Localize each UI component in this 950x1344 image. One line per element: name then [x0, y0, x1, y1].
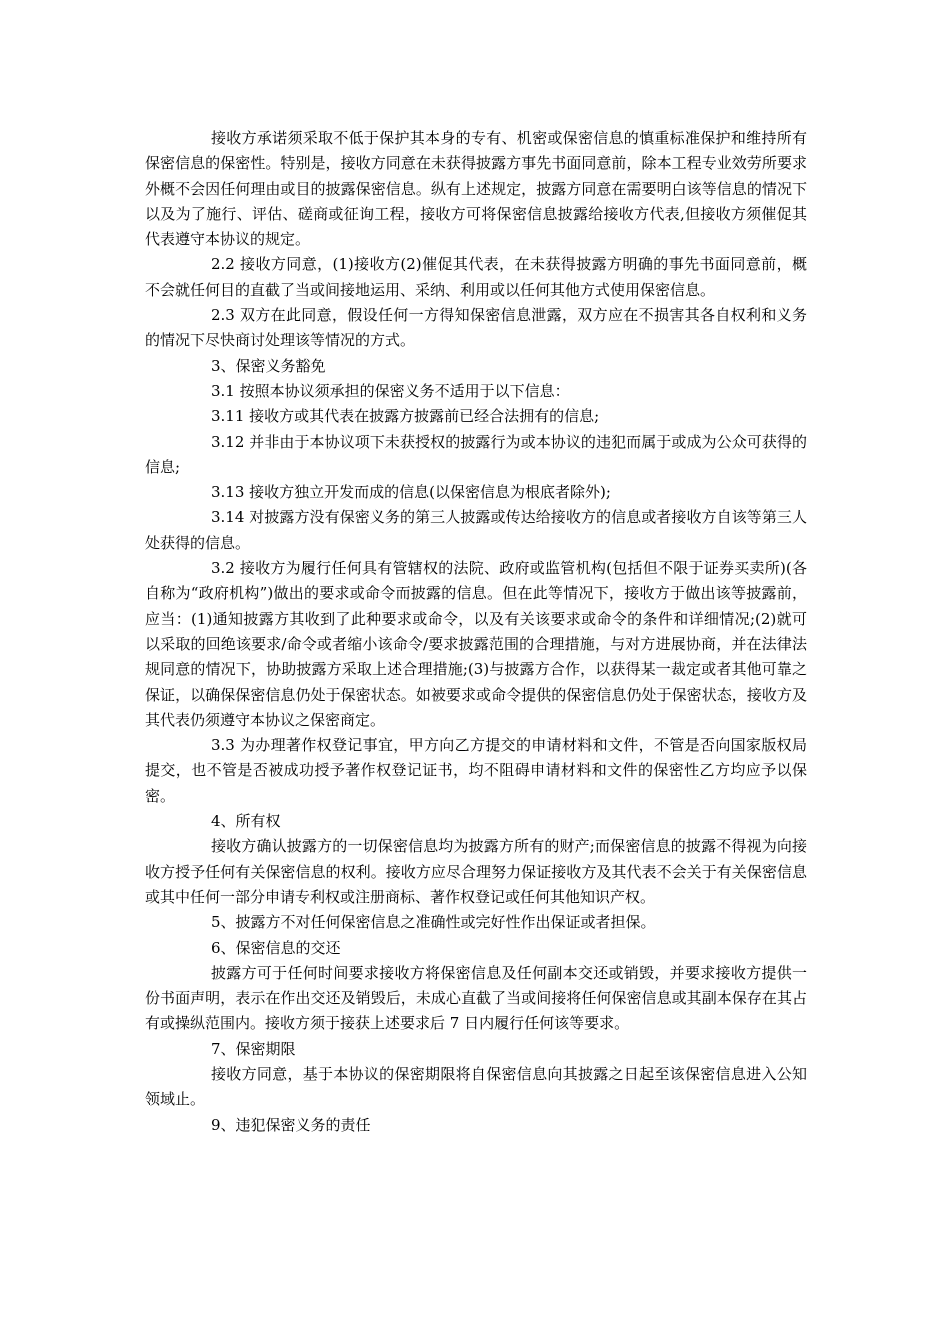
paragraph-3-12: 3.12 并非由于本协议项下未获授权的披露行为或本协议的违犯而属于或成为公众可获得的信息;	[145, 432, 807, 476]
heading-section-9: 9、违犯保密义务的责任	[211, 1115, 371, 1134]
paragraph-confidentiality-period: 接收方同意，基于本协议的保密期限将自保密信息向其披露之日起至该保密信息进入公知领域止。	[145, 1064, 807, 1109]
paragraph-2-3: 2.3 双方在此同意，假设任何一方得知保密信息泄露，双方应在不损害其各自权利和义务的情况下尽快商讨处理该等情况的方式。	[145, 306, 807, 350]
heading-section-4: 4、所有权	[211, 812, 281, 831]
paragraph-ownership: 接收方确认披露方的一切保密信息均为披露方所有的财产;而保密信息的披露不得视为向接收方授予任何有关保密信息的权利。接收方应尽合理努力保证接收方及其代表不会关于有关保密信息或其中任何一部分申请专利权或注册商标、著作权登记或任何其他知识产权。	[145, 837, 807, 906]
heading-section-6: 6、保密信息的交还	[211, 938, 341, 957]
paragraph-3-14: 3.14 对披露方没有保密义务的第三人披露或传达给接收方的信息或者接收方自该等第三人处获得的信息。	[145, 508, 807, 552]
paragraph-return-of-information: 披露方可于任何时间要求接收方将保密信息及任何副本交还或销毁，并要求接收方提供一份书面声明，表示在作出交还及销毁后，未成心直截了当或间接将任何保密信息或其副本保存在其占有或操纵范围内。接收方须于接获上述要求后 7 日内履行任何该等要求。	[145, 963, 807, 1033]
heading-section-5: 5、披露方不对任何保密信息之准确性或完好性作出保证或者担保。	[211, 913, 656, 932]
paragraph-3-3: 3.3 为办理著作权登记事宜，甲方向乙方提交的申请材料和文件，不管是否向国家版权局提交，也不管是否被成功授予著作权登记证书，均不阻碍申请材料和文件的保密性乙方均应予以保密。	[145, 736, 807, 805]
heading-section-3: 3、保密义务豁免	[211, 356, 326, 375]
heading-section-7: 7、保密期限	[211, 1039, 296, 1058]
paragraph-confidentiality-obligation: 接收方承诺须采取不低于保护其本身的专有、机密或保密信息的慎重标准保护和维持所有保密信息的保密性。特别是，接收方同意在未获得披露方事先书面同意前，除本工程专业效劳所要求外概不会因任何理由或目的披露保密信息。纵有上述规定，披露方同意在需要明白该等信息的情况下以及为了施行、评估、磋商或征询工程，接收方可将保密信息披露给接收方代表,但接收方须催促其代表遵守本协议的规定。	[145, 129, 807, 249]
paragraph-2-2: 2.2 接收方同意，(1)接收方(2)催促其代表，在未获得披露方明确的事先书面同意前，概不会就任何目的直截了当或间接地运用、采纳、利用或以任何其他方式使用保密信息。	[145, 255, 807, 299]
paragraph-3-13: 3.13 接收方独立开发而成的信息(以保密信息为根底者除外);	[211, 483, 611, 502]
paragraph-3-11: 3.11 接收方或其代表在披露方披露前已经合法拥有的信息;	[211, 407, 600, 426]
paragraph-3-2: 3.2 接收方为履行任何具有管辖权的法院、政府或监管机构(包括但不限于证券买卖所)(各自称为“政府机构”)做出的要求或命令而披露的信息。但在此等情况下，接收方于做出该等披露前，应当：(1)通知披露方其收到了此种要求或命令，以及有关该要求或命令的条件和详细情况;(2)就可以采取的回绝该要求/命令或者缩小该命令/要求披露范围的合理措施，与对方进展协商，并在法律法规同意的情况下，协助披露方采取上述合理措施;(3)与披露方合作，以获得某一裁定或者其他可靠之保证，以确保保密信息仍处于保密状态。如被要求或命令提供的保密信息仍处于保密状态，接收方及其代表仍须遵守本协议之保密商定。	[145, 559, 807, 729]
document-body	[145, 126, 807, 1138]
paragraph-3-1: 3.1 按照本协议须承担的保密义务不适用于以下信息：	[211, 381, 570, 400]
